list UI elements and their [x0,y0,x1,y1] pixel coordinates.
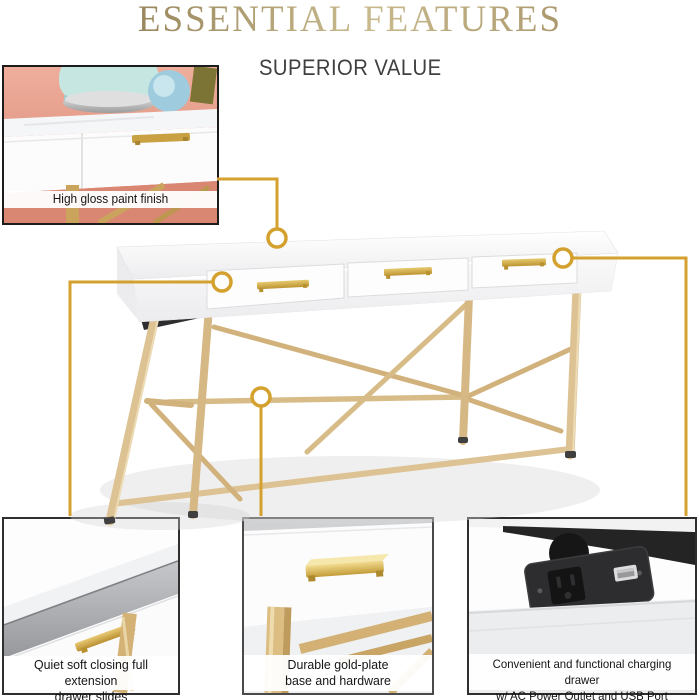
caption-line-1: Durable gold-plate [287,657,389,672]
page-title: ESSENTIAL FEATURES [0,0,700,40]
callout-line-charging-drawer [573,258,686,516]
desk-body [117,231,618,322]
callout-line-high-gloss [217,179,277,228]
long-diagonal-brace-a [214,327,462,395]
callout-circle-gold-base [252,388,270,406]
callout-circle-high-gloss [268,229,286,247]
right-end-diagonal-up [464,348,573,398]
caption-line-1: Quiet soft closing full extension [34,657,148,688]
callout-circle-drawer-slides [213,273,231,291]
caption-line-2: base and hardware [285,673,391,688]
page-subtitle: SUPERIOR VALUE [258,55,442,80]
back-right-leg [463,297,469,441]
drawer-2 [348,258,468,297]
floor-shadow [70,456,600,530]
back-rail [168,397,465,402]
callout-circle-charging-drawer [554,249,572,267]
caption-line-2: w/ AC Power Outlet and USB Port [496,689,668,700]
long-diagonal-brace-b [307,301,470,452]
caption-line-2: drawer slides [54,689,128,700]
right-end-diagonal-down [464,398,561,431]
caption-line-1: Convenient and functional charging drawer [492,657,672,687]
caption-text: High gloss paint finish [52,192,169,206]
